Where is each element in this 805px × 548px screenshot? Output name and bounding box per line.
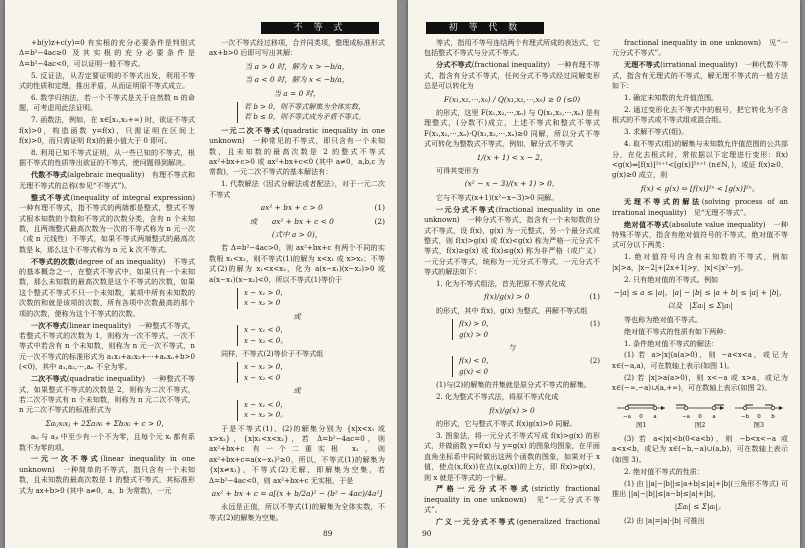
- left-page: [5, 0, 397, 548]
- entry-paragraph: [19, 257, 195, 319]
- number-line-figure: [729, 398, 788, 430]
- number-line-diagram: [615, 398, 667, 420]
- case-system: [237, 102, 385, 123]
- paragraph: 同样，不等式(2)等价于不等式组: [221, 349, 324, 359]
- formula: [209, 75, 385, 85]
- entry-term: 广义一元分式不等式: [436, 517, 517, 526]
- paragraph: 1. 绝对值符号内含有未知数的不等式，例如 |x|>a，|x−2|+|2x+1|>y，|x|<|x²−y|。: [612, 252, 788, 272]
- case-system: [237, 400, 385, 421]
- paragraph: 的形式，这里 F(x₁,x₂,⋯,xₙ) 与 Q(x₁,x₂,⋯,xₙ) 是有理整式，(分数不)成立，上述不等式和整式不等式 F(x₁,x₂,⋯,xₙ)·Q(x₁,x₂,⋯,xₙ)≥0 同解，所以分式不等式可转化为整数式不等式，例如，解分式不等式: [424, 107, 600, 149]
- entry-definition: (strictly fractional inequality in one unknown) 见“一元分式不等式”。: [424, 484, 600, 515]
- formula: [209, 230, 385, 240]
- case-line: x − x₂ > 0。: [244, 410, 288, 420]
- formula: [424, 406, 600, 416]
- right-column-2: [612, 38, 788, 526]
- formula: [209, 62, 385, 72]
- paragraph: 于是不等式(1)、(2)的解集分别为 {x|x<x₁ 或 x>x₂}，{x|x₁<x<x₂}，若 Δ=b²−4ac=0，则 ax²+bx+c 有一个二重实根 x₁，则 ax²+bx+c=a(x−x₁)²≥0，所以，不等式(1)的解集为 {x|x≠x₁}，不等式(2)无解，即解集为空集，若 Δ=b²−4ac<0，则 ax²+bx+c 无实根，于是: [209, 423, 385, 485]
- figure-caption: 图2: [694, 420, 706, 429]
- formula: [209, 89, 385, 99]
- open-endpoint: [654, 406, 658, 410]
- entry-definition: (absolute value inequality) 一种特殊不等式，指含有绝对值符号的不等式，绝对值不等式可分以下两类：: [612, 219, 788, 250]
- right-page: [408, 0, 800, 548]
- entry-definition: (generalized fractional: [516, 517, 600, 526]
- paragraph: (2) 若 |x|>a(a>0)，则 x<−a 或 x>a，或记为 x∈(−∞,−a)∪(a,+∞)，可在数轴上表示(如图 2)。: [612, 372, 788, 393]
- paragraph: 3. 图象法，将一元分式不等式写成 f(x)>g(x) 的形式，并做函数 y=f(x) 与 y=g(x) 的图象均图象，在平面直角坐标系中同时做出这两个函数的图象，如果对于 x 值，使点(x,f(x))在点(x,g(x))的上方，即 f(x)>g(x)，则 x 就是不等式的一个解。: [424, 430, 600, 482]
- number-line-diagram: [674, 398, 726, 420]
- paragraph: 7. 函数法，例如，在 x∈[x₁,x₂+∞) 时，欲证不等式 f(x)>0，构造函数 y=f(x)，只需证明在区间上 f(x)>0，而只需证明 f(x)的最小值大于 0 即可。: [19, 115, 195, 146]
- case-line: x − x₂ < 0。: [244, 335, 288, 345]
- entry-definition: (linear inequality) 一种整式不等式，若整式不等式的次数为 1，则称为一次不等式，一次不等式中若含有 n 个未知数，则称为 n 元一次不等式，n 元一次不等式的标准形式为 a₁x₁+a₂x₂+⋯+aₙxₙ+b>0 (<0)，其中 a₁,a₂,⋯,aₙ 不全为零。: [19, 320, 195, 372]
- entry-term: 一次不等式: [31, 320, 67, 330]
- equation-number: (2): [589, 356, 600, 366]
- paragraph: 1. 代数解法（因式分解法或者配法），对于一元二次不等式: [209, 179, 385, 199]
- entry-definition: (solving process of an irrational inequality) 见“无理不等式”。: [612, 197, 788, 217]
- formula-text: 与: [508, 343, 516, 353]
- paragraph: 2. 绝对值不等式的性质：: [624, 466, 704, 476]
- entry-definition: (fractional inequality in one unknown) 一种分式不等式，指含有一个未知数的分式不等式，设 f(x)，g(x) 为一元整式，另一个最分式或整式，则 f(x)>g(x) 或 f(x)<g(x) 称为严格一元分式不等式，f(x)≥g(x) 或 f(x)≤g(x) 称为非严格（或广义）一元分式不等式，统称为一元分式不等式，一元分式不等式的解法如下：: [424, 204, 600, 277]
- entry-term: 二次不等式: [31, 374, 67, 384]
- entry-definition: (algebraic inequality) 有理不等式和无理不等式的总称(参见“不等式”)。: [19, 170, 195, 190]
- entry-paragraph: [612, 220, 788, 251]
- entry-definition: (irrational inequality) 一种代数不等式，指含有无理式的不等式，解无理不等式的一般方法如下：: [612, 60, 788, 91]
- formula-text: 或 ax² + bx + c < 0: [249, 216, 334, 226]
- paragraph: 若 Δ=b²−4ac>0，则 ax²+bx+c 有两个不同的实数根 x₁<x₂，则不等式(1)的解为 x<x₁ 或 x>x₂；不等式(2)的解为 x₁<x<x₂，化为 a(x−x₁)(x−x₂)>0 或 a(x−x₁)(x−x₂)<0，所以不等式(1)等价于: [209, 243, 385, 284]
- paragraph: +b(y)z+c(y)=0 有实根的充分必要条件是判别式 Δ=b²−4ac≥0 及其实根的充分必要条件是 Δ=b²−4ac<0，可以证明一般不等式。: [19, 38, 195, 68]
- formula-text: 或: [293, 311, 301, 321]
- number-line-figures: [612, 398, 788, 430]
- entry-term: 严格一元分式不等式: [436, 484, 532, 494]
- paragraph: 2. 化为整式不等式法，将原不等式化成: [436, 392, 559, 402]
- open-endpoint: [626, 406, 630, 410]
- formula-text: 当 a = 0 时，: [273, 88, 321, 98]
- tick-label: b: [770, 413, 775, 420]
- formula-text: (x² − x − 3)/(x + 1) > 0，: [464, 179, 560, 189]
- formula: [209, 203, 385, 213]
- arrow-head-icon: [661, 406, 665, 410]
- formula: [424, 343, 600, 353]
- case-system: [237, 325, 385, 346]
- running-header: 初 等 代 数: [426, 22, 544, 34]
- formula: [209, 386, 385, 396]
- entry-paragraph: [19, 374, 195, 416]
- formula: [612, 184, 788, 194]
- formula: [209, 312, 385, 322]
- entry-definition: (quadratic inequality) 一种整式不等式，如果整式不等式的次数是 2，则称为二次不等式，若二次不等式有 n 个未知数，则称为 n 元二次不等式，n 元二次不等式的标准形式为: [19, 374, 195, 415]
- tick-label: 0: [639, 413, 644, 420]
- case-line: x − x₂ > 0: [244, 298, 281, 308]
- formula-text: f(x) < g(x) ⇔ [f(x)]²ⁿ < [g(x)]²ⁿ。: [640, 183, 760, 193]
- formula-text: 当 a < 0 时，解为 x < −b/a，: [244, 75, 350, 85]
- figure-caption: 图1: [636, 420, 647, 429]
- paragraph: 的形式，它与整式不等式 f(x)g(x)>0 同解。: [436, 419, 577, 428]
- tick-label: a: [653, 413, 657, 420]
- number-line-diagram: [733, 398, 785, 420]
- case-line: f(x) > 0，: [459, 319, 494, 329]
- left-column-1: [19, 38, 195, 526]
- paragraph: fractional inequality in one unknown) 见“一元分式不等式”。: [612, 38, 788, 58]
- paragraph: 它与不等式(x+1)(x²−x−3)>0 同解。: [436, 192, 559, 202]
- paragraph: (3) 若 a<|x|<b(0<a<b)，则 −b<x<−a 或 a<x<b，或记为 x∈(−b,−a)∪(a,b)，可在数轴上表示(如图 3)。: [612, 434, 788, 464]
- formula-text: |Σaᵢ| ≤ Σ|aᵢ|。: [674, 502, 726, 512]
- entry-term: 不等式的次数: [31, 256, 76, 266]
- formula: [209, 217, 385, 227]
- entry-definition: (fractional inequality) 一种有理不等式，指含有分式不等式，任何分式不等式经过同解变形总是可以转化为: [424, 60, 600, 91]
- entry-paragraph: [424, 205, 600, 278]
- paragraph: 可得其变形为: [436, 165, 479, 175]
- paragraph: (1) 由 ||a|−|b||≤|a+b|≤|a|+|b|(三角形不等式) 可推出 ||a|−|b||≤|a−b|≤|a|+|b|，: [612, 478, 788, 499]
- paragraph: (1)与(2)的解集的并集就是原分式不等式的解集。: [436, 380, 591, 390]
- entry-term: 无理不等式的解法: [624, 197, 702, 207]
- paragraph: 2. 只有绝对值的不等式。例如: [624, 274, 719, 284]
- entry-paragraph: [19, 321, 195, 373]
- page-number: 90: [422, 529, 432, 538]
- case-line: x − x₁ < 0，: [244, 399, 288, 409]
- paragraph: 1. 条件绝对值不等式的解法：: [624, 338, 719, 348]
- tick-label: 0: [698, 413, 702, 420]
- formula: [424, 292, 600, 302]
- formula-text: ax² + bx + c = a[(x + b/2a)² − (b² − 4ac)/4a²]: [211, 488, 383, 498]
- number-line-figure: [671, 398, 730, 430]
- equation-number: (1): [374, 203, 385, 213]
- paragraph: 等式，指用不等号连结两个有理式所成的表达式，它包括整式不等式与分式不等式。: [424, 38, 600, 58]
- entry-term: 代数不等式: [31, 170, 68, 180]
- open-endpoint: [743, 406, 747, 410]
- formula: [19, 419, 195, 429]
- paragraph: 5. 反证法，从否定要证明的不等式出发，利用不等式的性质和定理，推出矛盾，从而证明原不等式成立。: [19, 70, 195, 91]
- entry-definition: (quadratic inequality in one unknown) 一种常见的不等式，即只含有一个未知数，且未知数的最高次数是 2 的整式不等式 ax²+bx+c>0 或 ax²+bx+c<0 (其中 a≠0，a,b,c 为常数)，一元二次不等式的基本解法有：: [209, 125, 385, 177]
- entry-definition: (inequality of integral expression) 一种有理不等式，指不等式的两端都是整式，整式不等式根本知数的个数和不等式的次数分类，含有 n 个未知数，且两端整式最高次数为一次的不等式称为 n 元一次（或 n 元线性）不等式，如果不等式两端整式的最高次数是 k，那么这个不等式称为 n 元 k 次不等式。: [19, 192, 195, 254]
- entry-paragraph: [209, 126, 385, 178]
- entry-term: 无理不等式: [624, 60, 661, 70]
- entry-term: 一元二次不等式: [221, 125, 281, 135]
- entry-paragraph: [19, 193, 195, 255]
- case-line: 若 b > 0，则不等式解集为全体实数，: [244, 102, 366, 112]
- paragraph: 1. 化为不等式组法，首先把原不等式化成: [436, 279, 566, 289]
- tick-label: −a: [623, 413, 632, 420]
- paragraph: 6. 数学归纳法，若一个不等式是关于自然数 n 的命题，可考虑用此法证明。: [19, 93, 195, 113]
- tick-label: a: [712, 413, 716, 420]
- formula-text: Σaᵢⱼxᵢxⱼ + 2Σaᵢxᵢ + Σbᵢxᵢ + c > 0，: [45, 418, 169, 428]
- paragraph: aᵢⱼ 与 aⱼᵢ 中至少有一个不为零，且每个元 xᵢ 都有系数不为零的项。: [19, 432, 195, 452]
- number-line-figure: [612, 398, 671, 430]
- entry-term: 整式不等式: [31, 192, 71, 202]
- paragraph: 绝对值不等式的性质有如下两种：: [624, 326, 731, 336]
- equation-number: (1): [589, 319, 600, 329]
- formula: [424, 153, 600, 163]
- entry-term: 一元分式不等式: [436, 204, 496, 214]
- case-system: [452, 356, 600, 377]
- entry-paragraph: [424, 60, 600, 91]
- entry-paragraph: [612, 197, 788, 218]
- formula: [424, 179, 600, 189]
- paragraph: 8. 利用已知不等式证明，从一些已知的不等式，根据不等式的性质等出欲证的不等式，使问题得到解决。: [19, 148, 195, 168]
- figure-caption: 图3: [753, 420, 764, 429]
- right-column-1: [424, 38, 600, 526]
- paragraph: 的形式，其中 f(x)，g(x) 为整式，再解不等式组: [436, 305, 588, 315]
- entry-paragraph: [612, 60, 788, 91]
- case-line: x − x₁ < 0，: [244, 325, 288, 335]
- left-column-2: [209, 38, 385, 526]
- formula: [424, 95, 600, 105]
- entry-paragraph: [424, 517, 600, 526]
- case-line: 若 b ≤ 0，则不等式成为矛盾不等式。: [244, 112, 366, 122]
- entry-term: 分式不等式: [436, 60, 472, 70]
- equation-number: (2): [374, 216, 385, 226]
- formula-text: ax² + bx + c > 0: [260, 203, 323, 213]
- case-system: [237, 362, 385, 383]
- formula-text: F(x₁,x₂,⋯,xₙ) / Q(x₁,x₂,⋯,xₙ) ≥ 0 (≤0): [443, 94, 581, 104]
- formula-text: f(x)/g(x) > 0: [484, 292, 530, 302]
- formula-text: 1/(x + 1) < x − 2，: [476, 152, 548, 162]
- formula: [612, 288, 788, 298]
- paragraph: 4. 取不等式(组)的解集与未知数允许值范围的公共部分，在化去根式时，常依据以下定理进行变形：f(x)<g(x)⇔[f(x)]²ⁿ⁺¹<[g(x)]²ⁿ⁺¹ (n∈N，)，或证 f(x)≥0，g(x)≥0 成立，则: [612, 139, 788, 180]
- paragraph: 1. 确定未知数的允许值范围。: [624, 93, 719, 103]
- formula-text: f(x)/g(x) > 0: [489, 405, 535, 415]
- paragraph: (2) 由 |a|=|a|·|b| 可推出: [624, 515, 705, 525]
- case-line: x − x₁ > 0，: [244, 288, 288, 298]
- paragraph: (1) 若 a>|x|⟨a(a>0)，则 −a<x<a，或记为 x∈(−a,a)，可在数轴上表示(如图 1)。: [612, 350, 788, 370]
- case-line: g(x) < 0: [459, 366, 489, 376]
- formula: [612, 502, 788, 512]
- paragraph: 等也称为绝对值不等式。: [624, 314, 703, 324]
- paragraph: 永远是正值，所以不等式(1)的解集为全体实数，不等式(2)的解集为空集。: [209, 502, 385, 522]
- case-line: g(x) > 0: [459, 329, 489, 339]
- page-number: 89: [323, 529, 333, 538]
- formula: [209, 489, 385, 499]
- formula: [612, 301, 788, 311]
- case-system: [237, 288, 385, 309]
- entry-paragraph: [424, 484, 600, 515]
- case-line: f(x) < 0，: [459, 356, 494, 366]
- paragraph: 一次不等式经过移项，合并同类项，整理成标准形式 ax+b>0 后即可写出其解：: [209, 38, 385, 58]
- entry-term: 一元一次不等式: [31, 454, 101, 464]
- formula-text: (式中 a > 0)，: [271, 230, 323, 239]
- formula-text: 当 a > 0 时，解为 x > −b/a，: [244, 61, 350, 71]
- equation-number: (1): [589, 292, 600, 302]
- book-gutter: [397, 0, 408, 548]
- running-header: 不 等 式: [261, 22, 379, 34]
- case-line: x − x₁ > 0，: [244, 362, 288, 372]
- open-endpoint: [771, 406, 775, 410]
- formula-text: 以及 |Σaᵢ| ≤ Σ|aᵢ|: [667, 301, 733, 311]
- entry-definition: (degree of an inequality) 不等式的基本概念之一，在整式不等式中，如果只有一个未知数，那么未知数的最高次数是这个不等式的次数，如果这个整式不等式不只一个未知数，某项中所有未知数的次数的和就是该项的次数，所有各项中次数最高的那个项的次数，便称为这个不等式的次数。: [19, 256, 195, 318]
- tick-label: −b: [740, 413, 749, 420]
- tick-label: 0: [756, 413, 761, 420]
- open-endpoint: [684, 406, 688, 410]
- entry-paragraph: [19, 170, 195, 191]
- open-endpoint: [712, 406, 716, 410]
- tick-label: −a: [682, 413, 690, 420]
- arrow-head-icon: [779, 406, 783, 410]
- formula-text: −|a| ≤ a ≤ |a|，|a| − |b| ≤ |a + b| ≤ |a| + |b|，: [613, 287, 787, 297]
- arrow-head-icon: [720, 406, 724, 410]
- entry-term: 绝对值不等式: [624, 219, 670, 229]
- case-line: x − x₂ < 0: [244, 372, 281, 382]
- paragraph: [209, 525, 385, 526]
- entry-definition: (linear inequality in one unknown) 一种简单的不等式，指只含有一个未知数，且未知数的最高次数是 1 的整式不等式，其标准形式为 ax+b>0 (其中 a≠0，a、b 为常数)，一元: [19, 454, 195, 495]
- paragraph: 3. 求解不等式(组)。: [624, 127, 689, 137]
- case-system: [452, 319, 600, 340]
- entry-paragraph: [19, 454, 195, 496]
- paragraph: 2. 通过变形化去不等式中的根号，把它转化为不含根式的不等式或不等式组或混合组。: [612, 104, 788, 125]
- formula-text: 或: [293, 386, 301, 396]
